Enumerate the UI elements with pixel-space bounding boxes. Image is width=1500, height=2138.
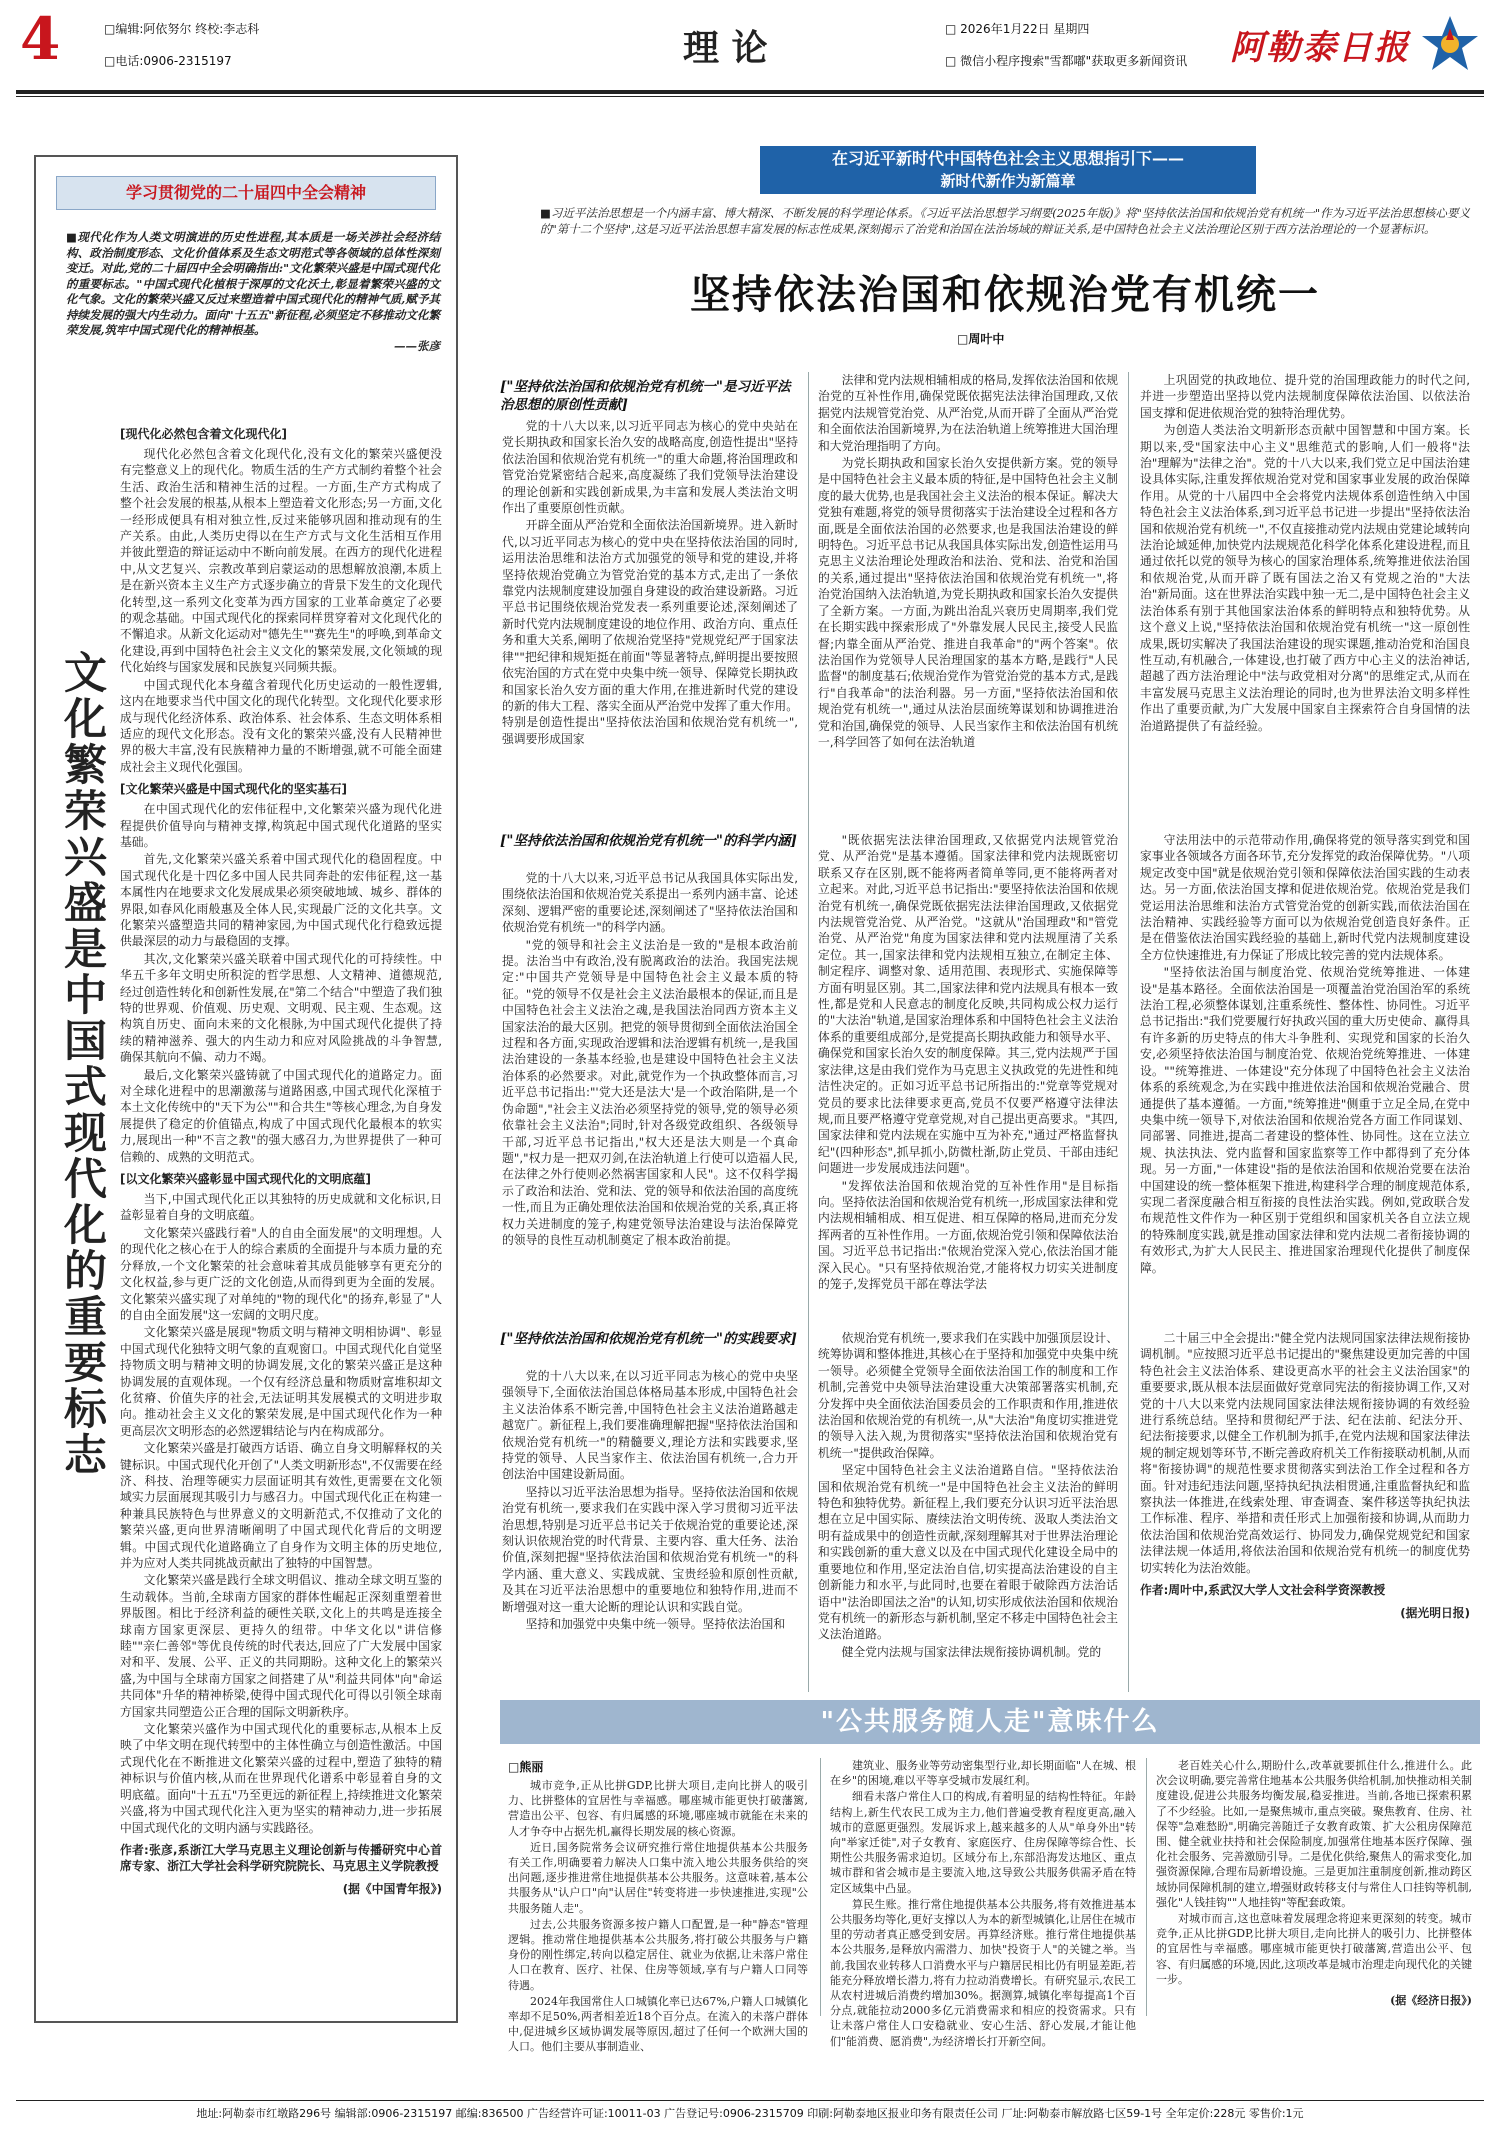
paragraph: 坚持和加强党中央集中统一领导。坚持依法治国和 (525, 1617, 786, 1632)
source-note: (据《中国青年报》) (342, 1881, 442, 1896)
paragraph: 依规治党有机统一,要求我们在实践中加强顶层设计、统筹协调和整体推进,其核心在于坚持和加强党中央集中统一领导。必须健全党领导全面依法治国工作的制度和工作机制,完善党中央领导法治建设重大决策部署落实机制,充分发挥中央全面依法治国委员会的工作职责和作用,推进依法治国和依规治党的有机统一,从"大法治"角度切实推进党的领导入法入规,为贯彻落实"坚持依法治国和依规治党有机统一"提供政治保障。 (818, 1331, 1118, 1460)
author-note: 作者:周叶中,系武汉大学人文社会科学资深教授 (1140, 1583, 1386, 1598)
paragraph: 2024年我国常住人口城镇化率已达67%,户籍人口城镇化率却不足50%,两者相差近18个百分点。在流入的未落户群体中,促进城乡区域协调发展等原因,超过了任何一个欧洲大国的人口。他们主要从事制造业、 (508, 1994, 808, 2054)
section1-col2 (818, 372, 1118, 838)
paragraph: 文化繁荣兴盛是践行全球文明倡议、推动全球文明互鉴的生动载体。当前,全球南方国家的群体性崛起正深刻重塑着世界版图。相比于经济利益的硬性关联,文化上的共鸣是连接全球南方国家更深层、更持久的纽带。中华文化以"讲信修睦""亲仁善邻"等优良传统的时代表达,回应了广大发展中国家对和平、发展、公平、正义的共同期盼。这种文化上的繁荣兴盛,为中国与全球南方国家之间搭建了从"利益共同体"向"命运共同体"升华的精神桥梁,使得中国式现代化可得以引领全球南方国家共同塑造公正合理的国际文明新秩序。 (120, 1573, 442, 1719)
paragraph: 健全党内法规与国家法律法规衔接协调机制。党的 (841, 1644, 1102, 1659)
paragraph: 党的十八大以来,在以习近平同志为核心的党中央坚强领导下,全面依法治国总体格局基本形成,中国特色社会主义法治体系不断完善,中国特色社会主义法治道路越走越宽广。新征程上,我们要准确理解把握"坚持依法治国和依规治党有机统一"的精髓要义,理论方法和实践要求,坚持党的领导、人民当家作主、依法治国有机统一,合力开创法治中国建设新局面。 (502, 1369, 798, 1482)
left-body (120, 420, 442, 2010)
paragraph: 首先,文化繁荣兴盛关系着中国式现代化的稳固程度。中国式现代化是十四亿多中国人民共同奔赴的宏伟征程,这一基本属性内在地要求文化发展成果必须突破地域、城乡、群体的界限,如春风化雨般惠及全体人民,实现最广泛的文化共享。文化繁荣兴盛塑造共同的精神家园,为中国式现代化行稳致远提供最深层的动力与最稳固的支撑。 (120, 852, 442, 949)
subheading: [现代化必然包含着文化现代化] (120, 427, 287, 441)
paragraph: 上巩固党的执政地位、提升党的治国理政能力的时代之问,并进一步塑造出坚持以党内法规制度保障依法治国、以依法治国支撑和促进依规治党的独特治理优势。 (1140, 373, 1470, 420)
paragraph: 其次,文化繁荣兴盛关联着中国式现代化的可持续性。中华五千多年文明史所积淀的哲学思想、人文精神、道德规范,经过创造性转化和创新性发展,在"第二个结合"中塑造了我们独特的世界观、价值观、历史观、文明观、民主观、生态观。这构筑自历史、面向未来的文化根脉,为中国式现代化提供了持续的精神滋养、强大的内生动力和应对风险挑战的斗争智慧,确保其航向不偏、动力不竭。 (120, 951, 442, 1065)
section1-title: ["坚持依法治国和依规治党有机统一"是习近平法治思想的原创性贡献] (500, 379, 791, 413)
paragraph: 城市竞争,正从比拼GDP,比拼大项目,走向比拼人的吸引力、比拼整体的宜居性与幸福感。哪座城市能更快打破藩篱,营造出公平、包容、有归属感的环境,哪座城市就能在未来的人才争夺中占据先机,赢得长期发展的核心资源。 (508, 1779, 808, 1838)
paragraph: 坚持以习近平法治思想为指导。坚持依法治国和依规治党有机统一,要求我们在实践中深入学习贯彻习近平法治思想,特别是习近平总书记关于依规治党的重要论述,深刻认识依规治党的时代背景、主要内容、重大任务、法治价值,深刻把握"坚持依法治国和依规治党有机统一"的科学内涵、重大意义、实践成就、宝贵经验和原创性贡献,及其在习近平法治思想中的重要地位和独特作用,进而不断增强对这一重大论断的理论认识和实践自觉。 (502, 1484, 798, 1614)
editor-line: □编辑:阿依努尔 终校:李志科 (104, 22, 260, 36)
bottom-col-divider-2 (1146, 1758, 1147, 2016)
left-vertical-title: 文化繁荣兴盛是中国式现代化的重要标志 (57, 650, 107, 1478)
paper-logo-icon (1418, 12, 1482, 76)
paragraph: 细看未落户常住人口的构成,有着明显的结构性特征。年龄结构上,新生代农民工成为主力,他们普遍受教育程度更高,融入城市的意愿更强烈。发展诉求上,越来越多的人从"单身外出"转向"举家迁徙",对子女教育、家庭医疗、住房保障等综合性、长期性公共服务需求迫切。区域分布上,东部沿海发达地区、重点城市群和省会城市是主要流入地,这导致公共服务供需矛盾在特定区域集中凸显。 (830, 1790, 1136, 1895)
left-lead (66, 230, 440, 354)
bottom-col2 (830, 1758, 1136, 2048)
bottom-banner-text: "公共服务随人走"意味什么 (820, 1707, 1160, 1737)
paragraph: 为党长期执政和国家长治久安提供新方案。党的领导是中国特色社会主义最本质的特征,是中国特色社会主义制度的最大优势,也是我国社会主义法治的根本保证。解决大党独有难题,将党的领导贯彻落实于法治建设全过程和各方面,既是全面依法治国的必然要求,也是我国法治建设的鲜明特色。习近平总书记从我国具体实际出发,创造性运用马克思主义法治理论处理政治和法治、党和法、治党和治国的关系,通过提出"坚持依法治国和依规治党有机统一",将治党治国纳入法治轨道,为党长期执政和国家长治久安提供了全新方案。一方面,为跳出治乱兴衰历史周期率,我们党在长期实践中探索形成了"外靠发展人民民主,接受人民监督;内靠全面从严治党、推进自我革命"的"两个答案"。依法治国作为党领导人民治理国家的基本方略,是践行"人民监督"的制度基石;依规治党作为管党治党的基本方式,是践行"自我革命"的法治利器。另一方面,"坚持依法治国和依规治党有机统一",通过从法治层面统筹谋划和协调推进治党和治国,确保党的领导、人民当家作主和依法治国有机统一,科学回答了如何在法治轨道 (818, 456, 1118, 749)
paragraph: 法律和党内法规相辅相成的格局,发挥依法治国和依规治党的互补性作用,确保党既依据宪法法律治国理政,又依据党内法规管党治党、从严治党,从而开辟了全面从严治党和全面依法治国新境界,为在法治轨道上统筹推进大国治理和大党治理指明了方向。 (818, 373, 1118, 453)
section3-title: ["坚持依法治国和依规治党有机统一"的实践要求] (500, 1331, 797, 1347)
section2-col3 (1140, 832, 1470, 1344)
paragraph: 二十届三中全会提出:"健全党内法规同国家法律法规衔接协调机制。"应按照习近平总书记提出的"聚焦建设更加完善的中国特色社会主义法治体系、建设更高水平的社会主义法治国家"的重要要求,既从根本法层面做好党章同宪法的衔接协调工作,又对党的十八大以来党内法规同国家法律法规衔接协调的有效经验进行系统总结。坚持和贯彻纪严于法、纪在法前、纪法分开、纪法衔接要求,以健全工作机制为抓手,在党内法规和国家法律法规的制定规划等环节,不断完善政府机关工作衔接联动机制,从而将"衔接协调"的规范性要求贯彻落实到法治工作全过程和各方面。针对违纪违法问题,坚持执纪执法相贯通,注重监督执纪和监察执法一体推进,在线索处理、审查调查、案件移送等执纪执法工作标准、程序、举措和责任形式上加强衔接和协调,从而助力依法治国和依规治党高效运行、协同发力,确保党规党纪和国家法律法规一体适用,将依法治国和依规治党有机统一的制度优势切实转化为法治效能。 (1140, 1331, 1470, 1575)
left-lead-text: ■现代化作为人类文明演进的历史性进程,其本质是一场关涉社会经济结构、政治制度形态、文化价值体系及生态文明范式等各领域的总体性深刻变迁。对此,党的二十届四中全会明确指出:"文化繁荣兴盛是中国式现代化的重要标志。"中国式现代化植根于深厚的文化沃土,彰显着繁荣兴盛的文化气象。文化的繁荣兴盛又反过来塑造着中国式现代化的精神气质,赋予其持续发展的强大内生动力。面向"十五五"新征程,必须坚定不移推动文化繁荣发展,筑牢中国式现代化的精神根基。 (66, 230, 440, 337)
header-rule-thin (16, 96, 1484, 97)
footer-text: 地址:阿勒泰市红墩路296号 编辑部:0906-2315197 邮编:836500 广告经营许可证:10011-03 广告登记号:0906-2315709 印刷:阿勒泰地区报业印务有限责任公司 厂址:阿勒泰市解放路七区59-1号 全年定价:228元 零售价:1元 (196, 2107, 1304, 2120)
paragraph: 文化繁荣兴盛是展现"物质文明与精神文明相协调"、彰显中国式现代化独特文明气象的直观窗口。中国式现代化自觉坚持物质文明与精神文明的协调发展,文化的繁荣兴盛正是这种协调发展的直观体现。一个仅有经济总量和物质财富堆积却文化贫瘠、价值失序的社会,无法证明其发展模式的文明进步取向。推动社会主义文化的繁荣发展,是中国式现代化作为一种更高层次文明形态的必然逻辑结论与内在构成部分。 (120, 1325, 442, 1438)
left-banner-text: 学习贯彻党的二十届四中全会精神 (125, 183, 366, 202)
paragraph: 建筑业、服务业等劳动密集型行业,却长期面临"人在城、根在乡"的困境,难以平等享受城市发展红利。 (830, 1759, 1136, 1788)
paragraph: 中国式现代化本身蕴含着现代化历史运动的一般性逻辑,这内在地要求当代中国文化的现代化转型。文化现代化要求形成与现代化经济体系、政治体系、社会体系、生态文明体系相适应的现代文化形态。没有文化的繁荣兴盛,没有人民精神世界的极大丰富,没有民族精神力量的不断增强,就不可能全面建成社会主义现代化强国。 (120, 677, 442, 774)
phone-line: □电话:0906-2315197 (104, 54, 232, 68)
section2-col1 (502, 870, 798, 1344)
paper-name: 阿勒泰日报 (1230, 28, 1410, 68)
section1-col1 (502, 418, 798, 838)
source-note: (据《经济日报》) (1390, 1994, 1472, 2008)
left-banner (56, 176, 436, 210)
source-note: (据光明日报) (1400, 1605, 1470, 1620)
paragraph: 对城市而言,这也意味着发展理念将迎来更深刻的转变。城市竞争,正从比拼GDP,比拼大项目,走向比拼人的吸引力、比拼整体的宜居性与幸福感。哪座城市能更快打破藩篱,营造出公平、包容、有归属感的环境,因此,这项改革是城市治理走向现代化的关键一步。 (1156, 1912, 1472, 1986)
paragraph: 党的十八大以来,以习近平同志为核心的党中央站在党长期执政和国家长治久安的战略高度,创造性提出"坚持依法治国和依规治党有机统一"的重大命题,将治国理政和管党治党紧密结合起来,高度凝练了我们党领导法治建设的理论创新和实践创新成果,为丰富和发展人类法治文明作出了重要原创性贡献。 (502, 419, 798, 516)
section2-title: ["坚持依法治国和依规治党有机统一"的科学内涵] (500, 833, 797, 849)
paragraph: 现代化必然包含着文化现代化,没有文化的繁荣兴盛便没有完整意义上的现代化。物质生活的生产方式制约着整个社会生活、政治生活和精神生活的过程。一方面,生产方式构成了整个社会发展的根基,从根本上塑造着文化形态;另一方面,文化一经形成便具有相对独立性,反过来能够巩固和推动现有的生产关系。由此,人类历史得以在生产方式与文化生活相互作用并彼此塑造的辩证运动中不断向前发展。在西方的现代化进程中,从文艺复兴、宗教改革到启蒙运动的思想解放浪潮,本质上是在新兴资本主义生产方式逐步确立的背景下发生的文化现代化转型,这一系列文化变革为西方国家的工业革命奠定了必要的观念基础。中国式现代化的探索同样贯穿着对文化现代化的不懈追求。从新文化运动对"德先生""赛先生"的呼唤,到革命文化建设,再到中国特色社会主义文化的繁荣发展,文化领域的现代化始终与国家发展和民族复兴同频共振。 (120, 447, 442, 675)
paragraph: 老百姓关心什么,期盼什么,改革就要抓住什么,推进什么。此次会议明确,要完善常住地基本公共服务供给机制,加快推动相关制度建设,促进公共服务均衡发展,稳妥推进。当前,各地已探索积累了不少经验。比如,一是聚焦城市,重点突破。聚焦教育、住房、社保等"急难愁盼",明确完善随迁子女教育政策、扩大公租房保障范围、健全就业扶持和社会保险制度,加强常住地基本医疗保障、强化社会服务、完善激励引导。二是优化供给,聚焦人的需求变化,加强资源保障,合理布局新增设施。三是更加注重制度创新,推动跨区域协同保障机制的建立,增强财政转移支付与常住人口挂钩等机制,强化"人钱挂钩""人地挂钩"等配套政策。 (1156, 1759, 1472, 1909)
section1-col3 (1140, 372, 1470, 838)
main-intro: ■习近平法治思想是一个内涵丰富、博大精深、不断发展的科学理论体系。《习近平法治思想学习纲要(2025年版)》将"坚持依法治国和依规治党有机统一"作为习近平法治思想核心要义的"第十二个坚持",这是习近平法治思想丰富发展的标志性成果,深刻揭示了治党和治国在法治场域的辩证关系,是中国特色社会主义法治理论区别于西方法治理论的一个显著标识。 (540, 206, 1470, 236)
paragraph: 当下,中国式现代化正以其独特的历史成就和文化标识,日益彰显着自身的文明底蕴。 (120, 1192, 442, 1223)
paragraph: 开辟全面从严治党和全面依法治国新境界。进入新时代,以习近平同志为核心的党中央在坚持依法治国的同时,运用法治思维和法治方式加强党的领导和党的建设,并将坚持依规治党确立为管党治党的基本方式,走出了一条依靠党内法规制度建设加强自身建设的政治建设新路。习近平总书记围绕依规治党发表一系列重要论述,深刻阐述了新时代党内法规制度建设的地位作用、政治方向、重点任务和重大关系,阐明了依规治党坚持"党规党纪严于国家法律""把纪律和规矩挺在前面"等显著特点,鲜明提出要按照依宪治国的方式在党中央集中统一领导、保障党长期执政和国家长治久安方面的重大作用,在推进新时代党的建设的新的伟大工程、落实全面从严治党中发挥了重大作用。特别是创造性提出"坚持依法治国和依规治党有机统一",强调要形成国家 (502, 518, 798, 746)
masthead (0, 0, 1500, 92)
author-note: 作者:张彦,系浙江大学马克思主义理论创新与传播研究中心首席专家、浙江大学社会科学研究院院长、马克思主义学院教授 (120, 1842, 442, 1874)
paragraph: 过去,公共服务资源多按户籍人口配置,是一种"静态"管理逻辑。推动常住地提供基本公共服务,将打破公共服务与户籍身份的刚性绑定,转向以稳定居住、就业为依据,让未落户常住人口在教育、医疗、社保、住房等领域,享有与户籍人口同等待遇。 (508, 1917, 808, 1992)
paragraph: 为创造人类法治文明新形态贡献中国智慧和中国方案。长期以来,受"国家法中心主义"思维范式的影响,人们一般将"法治"理解为"法律之治"。党的十八大以来,我们党立足中国法治建设具体实际,注重发挥依规治党对党和国家事业发展的政治保障作用。从党的十八届四中全会将党内法规体系创造性纳入中国特色社会主义法治体系,到习近平总书记进一步提出"坚持依法治国和依规治党有机统一",不仅直接推动党内法规由党建论域转向法治论域延伸,加快党内法规规范化科学化体系化建设进程,而且通过依托以党的领导为核心的国家治理体系,统筹推进依法治国和依规治党,从而开辟了既有国法之治又有党规之治的"大法治"新局面。这在世界法治实践中独一无二,是中国特色社会主义法治体系有别于其他国家法治体系的鲜明特点和独特优势。从这个意义上说,"坚持依法治国和依规治党有机统一"这一原创性成果,既切实解决了我国法治建设的现实课题,推动治党和治国良性互动,有机融合,一体建设,也打破了西方中心主义的法治神话,超越了西方法治理论中"法与政党相对分离"的思维定式,从而在丰富发展马克思主义法治理论的同时,也为世界法治文明多样性作出了重要贡献,为广大发展中国家自主探索符合自身国情的法治道路提供了有益经验。 (1140, 423, 1470, 733)
subheading: [文化繁荣兴盛是中国式现代化的坚实基石] (120, 782, 347, 797)
wechat-line: □ 微信小程序搜索"雪都嘟"获取更多新闻资讯 (945, 54, 1188, 68)
paragraph: 守法用法中的示范带动作用,确保将党的领导落实到党和国家事业各领域各方面各环节,充分发挥党的政治保障优势。"八项规定改变中国"就是依规治党引领和保障依法治国实践的生动表达。另一方面,依法治国支撑和促进依规治党。依规治党是我们党运用法治思维和法治方式管党治党的创新实践,而依法治国在法治精神、实践经验等方面可以为依规治党创造良好条件。正是在借鉴依法治国实践经验的基础上,新时代党内法规制度建设全方位快速推进,有力保证了形成比较完善的党内法规体系。 (1140, 833, 1470, 962)
bottom-banner (500, 1700, 1480, 1744)
subheading: [以文化繁荣兴盛彰显中国式现代化的文明底蕴] (120, 1172, 371, 1187)
top-banner-line2: 新时代新作为新篇章 (940, 172, 1076, 190)
footer-rule (16, 2100, 1484, 2101)
paragraph: 最后,文化繁荣兴盛铸就了中国式现代化的道路定力。面对全球化进程中的思潮激荡与道路困惑,中国式现代化深植于本土文化传统中的"天下为公""和合共生"等核心理念,为自身发展提供了稳定的价值锚点,构成了中国式现代化最根本的软实力,展现出一种"不言之教"的强大感召力,为世界提供了一种可信赖的、成熟的文明范式。 (120, 1067, 442, 1164)
bottom-col-divider-1 (820, 1758, 821, 2016)
paragraph: 近日,国务院常务会议研究推行常住地提供基本公共服务有关工作,明确要着力解决人口集中流入地公共服务供给的突出问题,逐步推进常住地提供基本公共服务。这意味着,基本公共服务从"认户口"向"认居住"转变将进一步快速推进,实现"公共服务随人走"。 (508, 1840, 808, 1915)
paragraph: 算民生账。推行常住地提供基本公共服务,将有效推进基本公共服务均等化,更好支撑以人为本的新型城镇化,让居住在城市里的劳动者真正感受到安居。再算经济账。推行常住地提供基本公共服务,是释放内需潜力、加快"投资于人"的关键之举。当前,我国农业转移人口消费水平与户籍居民相比仍有明显差距,若能充分释放增长潜力,将有力拉动消费增长。有研究显示,农民工从农村进城后消费约增加30%。据测算,城镇化率每提高1个百分点,就能拉动2000多亿元消费需求和相应的投资需求。只有让未落户常住人口安稳就业、安心生活、舒心发展,才能让他们"能消费、愿消费",为经济增长打开新空间。 (830, 1897, 1136, 2048)
paragraph: 在中国式现代化的宏伟征程中,文化繁荣兴盛为现代化进程提供价值导向与精神支撑,构筑起中国式现代化道路的坚实基础。 (120, 802, 442, 849)
top-banner-line1: 在习近平新时代中国特色社会主义思想指引下—— (831, 149, 1184, 168)
bottom-col1 (508, 1778, 808, 2054)
issue-date: □ 2026年1月22日 星期四 (945, 22, 1090, 36)
paragraph: "发挥依法治国和依规治党的互补性作用"是目标指向。坚持依法治国和依规治党有机统一,形成国家法律和党内法规相辅相成、相互促进、相互保障的格局,进而充分发挥两者的互补性作用。一方面,依规治党引领和保障依法治国。习近平总书记指出:"依规治党深入党心,依法治国才能深入民心。"只有坚持依规治党,才能将权力切实关进制度的笼子,发挥党员干部在尊法学法 (818, 1178, 1118, 1291)
section3-col3 (1140, 1330, 1470, 1690)
main-byline: □周叶中 (957, 332, 1005, 346)
paragraph: 文化繁荣兴盛践行着"人的自由全面发展"的文明理想。人的现代化之核心在于人的综合素质的全面提升与本质力量的充分释放,一个文化繁荣的社会意味着其成员能够享有更充分的文化权益,参与更广泛的文化创造,从而得到更为全面的发展。文化繁荣兴盛实现了对单纯的"物的现代化"的扬弃,彰显了"人的自由全面发展"这一宏阔的文明尺度。 (120, 1225, 442, 1322)
page-number: 4 (20, 5, 61, 73)
section3-col2 (818, 1330, 1118, 1690)
bottom-col3 (1156, 1758, 1472, 2018)
main-col-divider-2 (1128, 372, 1129, 1692)
section-name: 理 论 (683, 27, 768, 69)
top-banner (760, 146, 1256, 194)
main-title: 坚持依法治国和依规治党有机统一 (690, 271, 1320, 318)
paragraph: 坚定中国特色社会主义法治道路自信。"坚持依法治国和依规治党有机统一"是中国特色社会主义法治的鲜明特色和独特优势。新征程上,我们要充分认识习近平法治思想在立足中国实际、赓续法治文明传统、汲取人类法治文明有益成果中的创造性贡献,深刻理解其对于世界法治理论和实践创新的重大意义以及在中国式现代化建设全局中的重要地位和作用,坚定法治自信,切实提高法治建设的自主创新能力和水平,与此同时,也要在着眼于破除西方法治话语中"法治即国法之治"的认知,切实形成依法治国和依规治党有机统一的新形态与新机制,坚定不移走中国特色社会主义法治道路。 (818, 1463, 1118, 1642)
paragraph: 文化繁荣兴盛是打破西方话语、确立自身文明解释权的关键标识。中国式现代化开创了"人类文明新形态",不仅需要在经济、科技、治理等硬实力层面证明其有效性,更需要在文化领域实力层面展现其吸引力与感召力。中国式现代化正在构建一种兼具民族特色与世界意义的文明新范式,不仅推动了文化的繁荣兴盛,更向世界清晰阐明了中国式现代化背后的文明逻辑。中国式现代化道路确立了自身作为文明主体的历史地位,并为应对人类共同挑战贡献出了独特的中国智慧。 (120, 1441, 442, 1570)
paragraph: "既依据宪法法律治国理政,又依据党内法规管党治党、从严治党"是基本遵循。国家法律和党内法规既密切联系又存在区别,既不能将两者简单等同,更不能将两者对立起来。对此,习近平总书记指出:"要坚持依法治国和依规治党有机统一,确保党既依据宪法法律治国理政,又依据党内法规管党治党、从严治党。"这就从"治国理政"和"管党治党、从严治党"角度为国家法律和党内法规厘清了关系定位。其一,国家法律和党内法规相互独立,在制定主体、制定程序、调整对象、适用范围、表现形式、实施保障等方面有明显区别。其二,国家法律和党内法规具有根本一致性,都是党和人民意志的制度化反映,共同构成公权力运行的"大法治"轨道,是国家治理体系和中国特色社会主义法治体系的重要组成部分,是党提高长期执政能力和领导水平、确保党和国家长治久安的制度保障。其三,党内法规严于国家法律,这是由我们党作为马克思主义执政党的先进性和纯洁性决定的。正如习近平总书记所指出的:"党章等党规对党员的要求比法律要求更高,党员不仅要严格遵守法律法规,而且要严格遵守党章党规,对自己提出更高要求。"其四,国家法律和党内法规在实施中互为补充,"通过严格监督执纪"(四种形态",抓早抓小,防微杜渐,防止党员、干部由违纪问题进一步发展成违法问题"。 (818, 833, 1118, 1176)
paragraph: 文化繁荣兴盛作为中国式现代化的重要标志,从根本上反映了中华文明在现代转型中的主体性确立与创造性激活。中国式现代化在不断推进文化繁荣兴盛的过程中,塑造了独特的精神标识与价值内核,从而在世界现代化谱系中彰显着自身的文明底蕴。面向"十五五"乃至更远的新征程上,持续推进文化繁荣兴盛,将为中国式现代化注入更为坚实的精神动力,进一步拓展中国式现代化的文明内涵与实践路径。 (120, 1722, 442, 1835)
paragraph: 党的十八大以来,习近平总书记从我国具体实际出发,围绕依法治国和依规治党关系提出一系列内涵丰富、论述深刻、逻辑严密的重要论述,深刻阐述了"坚持依法治国和依规治党有机统一"的科学内涵。 (502, 871, 798, 935)
section2-col2 (818, 832, 1118, 1344)
main-col-divider-1 (808, 372, 809, 1692)
paragraph: "党的领导和社会主义法治是一致的"是根本政治前提。法治当中有政治,没有脱离政治的法治。我国宪法规定:"中国共产党领导是中国特色社会主义最本质的特征。"党的领导不仅是社会主义法治最根本的保证,而且是中国特色社会主义法治之魂,是我国法治同西方资本主义国家法治的最大区别。把党的领导贯彻到全面依法治国全过程和各方面,实现政治逻辑和法治逻辑有机统一,是我国法治建设的一条基本经验,也是建设中国特色社会主义法治体系的必然要求。对此,就党作为一个执政整体而言,习近平总书记指出:"'党大还是法大'是一个政治陷阱,是一个伪命题","社会主义法治必须坚持党的领导,党的领导必须依靠社会主义法治";同时,针对各级党政组织、各级领导干部,习近平总书记指出,"权大还是法大则是一个真命题","权力是一把双刃剑,在法治轨道上行使可以造福人民,在法律之外行使则必然祸害国家和人民"。这不仅科学揭示了政治和法治、党和法、党的领导和依法治国的高度统一性,而且为正确处理依法治国和依规治党的关系,真正将权力关进制度的笼子,构建党领导法治建设与法治保障党的领导的良性互动机制奠定了根本政治前提。 (502, 937, 798, 1247)
left-lead-sig: ——张彦 (394, 338, 440, 353)
paragraph: "坚持依法治国与制度治党、依规治党统筹推进、一体建设"是基本路径。全面依法治国是一项覆盖治党治国治军的系统法治工程,必须整体谋划,注重系统性、整体性、协同性。习近平总书记指出:"我们党要履行好执政兴国的重大历史使命、赢得具有许多新的历史特点的伟大斗争胜利、实现党和国家的长治久安,必须坚持依法治国与制度治党、依规治党统筹推进、一体建设。""统筹推进、一体建设"充分体现了中国特色社会主义法治体系的系统观念,为在实践中推进依法治国和依规治党融合、贯通提供了基本遵循。一方面,"统筹推进"侧重于立足全局,在党中央集中统一领导下,对依法治国和依规治党各方面工作同谋划、同部署、同推进,提高二者建设的整体性、协同性。这在立法立规、执法执法、党内监督和国家监察等工作中都得到了充分体现。另一方面,"一体建设"指的是依法治国和依规治党要在法治中国建设的统一整体框架下推进,构建科学合理的制度规范体系,实现二者深度融合相互衔接的良性法治实践。例如,党政联合发布规范性文件作为一种区别于党组织和国家机关各自立法立规的特殊制度实践,就是推动国家法律和党内法规二者衔接协调的有效形式,为扩大人民民主、推进国家治理现代化提供了制度保障。 (1140, 965, 1470, 1275)
section3-col1 (502, 1368, 798, 1690)
header-rule (16, 90, 1484, 94)
bottom-byline: □熊丽 (508, 1760, 544, 1774)
